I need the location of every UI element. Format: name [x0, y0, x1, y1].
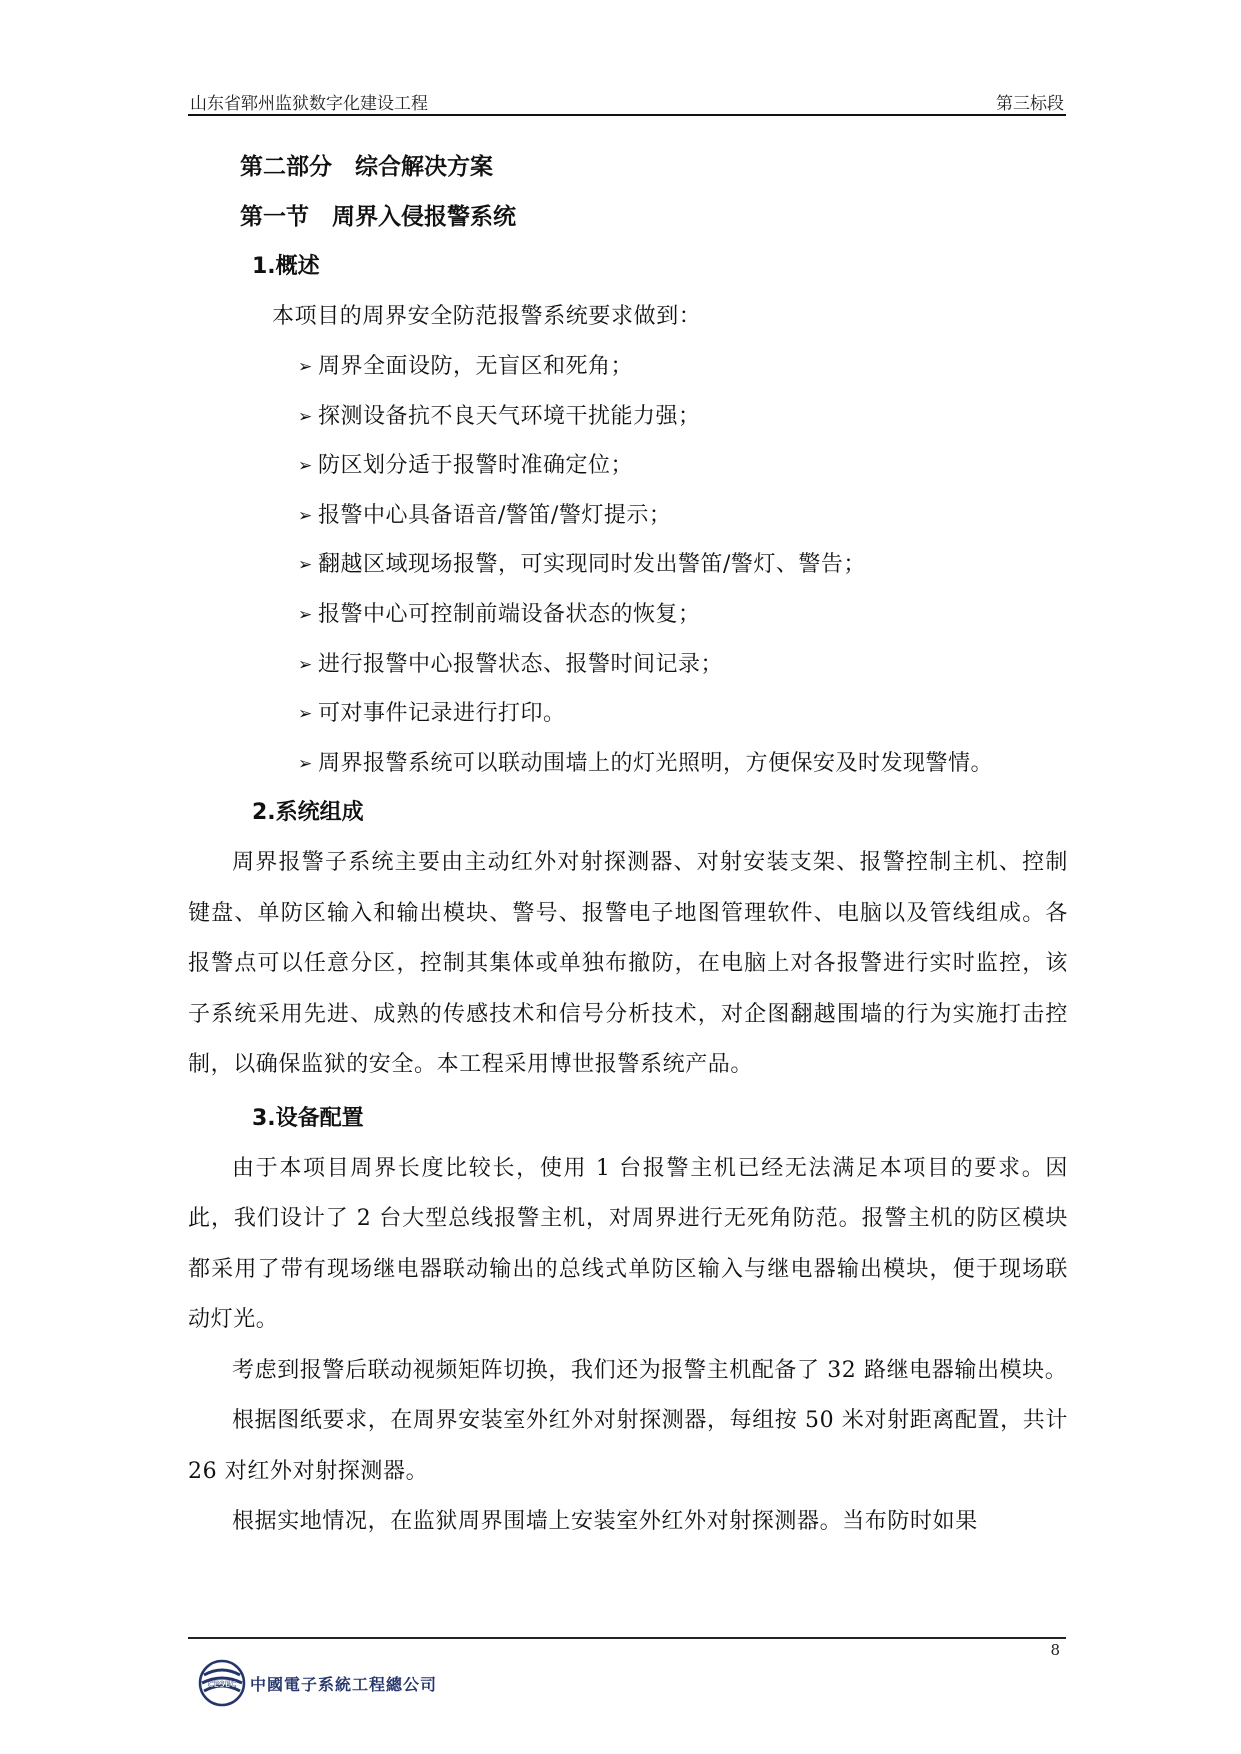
configuration-heading: 3.设备配置	[252, 1105, 364, 1131]
requirement-item	[188, 342, 1068, 392]
footer-rule	[188, 1637, 1066, 1639]
requirement-item	[188, 441, 1068, 491]
header-lot: 第三标段	[996, 94, 1064, 114]
company-logo-icon	[198, 1659, 246, 1707]
logo-acronym: CESEC	[207, 1680, 237, 1689]
bullet-arrow-icon: ➢	[298, 456, 313, 477]
bullet-arrow-icon: ➢	[298, 654, 313, 675]
bullet-arrow-icon: ➢	[298, 555, 313, 576]
requirement-text: 探测设备抗不良天气环境干扰能力强；	[318, 403, 701, 429]
configuration-paragraph: 根据实地情况，在监狱周界围墙上安装室外红外对射探测器。当布防时如果	[232, 1509, 978, 1535]
bullet-arrow-icon: ➢	[298, 357, 313, 377]
company-logo	[198, 1659, 437, 1707]
configuration-paragraph: 根据图纸要求，在周界安装室外红外对射探测器，每组按 50 米对射距离配置，共计 26 对红外对射探测器。	[188, 1408, 1068, 1484]
requirement-item	[188, 392, 1068, 442]
bullet-arrow-icon: ➢	[298, 604, 313, 625]
composition-heading: 2.系统组成	[252, 800, 364, 826]
page-number: 8	[1050, 1641, 1060, 1659]
header-rule	[188, 114, 1066, 116]
composition-paragraph: 周界报警子系统主要由主动红外对射探测器、对射安装支架、报警控制主机、控制键盘、单防区输入和输出模块、警号、报警电子地图管理软件、电脑以及管线组成。各报警点可以任意分区，控制其集体或单独布撤防，在电脑上对各报警进行实时监控，该子系统采用先进、成熟的传感技术和信号分析技术，对企图翻越围墙的行为实施打击控制，以确保监狱的安全。本工程采用博世报警系统产品。	[188, 850, 1068, 1078]
requirement-item	[188, 590, 1068, 640]
bullet-arrow-icon: ➢	[298, 753, 313, 774]
configuration-paragraph: 由于本项目周界长度比较长，使用 1 台报警主机已经无法满足本项目的要求。因此，我们设计了 2 台大型总线报警主机，对周界进行无死角防范。报警主机的防区模块都采用了带有现场继电器联动输出的总线式单防区输入与继电器输出模块，便于现场联动灯光。	[188, 1155, 1068, 1333]
requirement-item	[188, 540, 1068, 590]
section-title: 第一节 周界入侵报警系统	[240, 204, 516, 230]
requirement-item	[188, 739, 1068, 789]
requirement-text: 防区划分适于报警时准确定位；	[318, 453, 634, 479]
bullet-arrow-icon: ➢	[298, 406, 313, 427]
requirement-item	[188, 689, 1068, 739]
requirement-list	[188, 342, 1068, 788]
requirement-item	[188, 640, 1068, 690]
configuration-paragraph: 考虑到报警后联动视频矩阵切换，我们还为报警主机配备了 32 路继电器输出模块。	[232, 1357, 1068, 1383]
page-header	[188, 80, 1066, 116]
overview-heading: 1.概述	[252, 254, 320, 279]
header-project-title: 山东省郓州监狱数字化建设工程	[190, 94, 428, 114]
requirement-text: 报警中心具备语音/警笛/警灯提示；	[318, 502, 672, 528]
bullet-arrow-icon: ➢	[298, 704, 313, 725]
requirement-text: 进行报警中心报警状态、报警时间记录；	[318, 651, 724, 677]
overview-intro: 本项目的周界安全防范报警系统要求做到：	[272, 304, 702, 329]
requirement-text: 周界报警系统可以联动围墙上的灯光照明，方便保安及时发现警情。	[318, 750, 994, 776]
requirement-item	[188, 491, 1068, 541]
requirement-text: 可对事件记录进行打印。	[318, 701, 566, 727]
company-name: 中國電子系統工程總公司	[250, 1674, 438, 1694]
requirement-text: 周界全面设防，无盲区和死角；	[318, 354, 634, 379]
part-title: 第二部分 综合解决方案	[240, 154, 493, 180]
page-body	[188, 142, 1068, 1548]
bullet-arrow-icon: ➢	[298, 505, 313, 526]
requirement-text: 翻越区域现场报警，可实现同时发出警笛/警灯、警告；	[318, 552, 866, 578]
page-footer	[188, 1637, 1066, 1694]
requirement-text: 报警中心可控制前端设备状态的恢复；	[318, 601, 701, 627]
